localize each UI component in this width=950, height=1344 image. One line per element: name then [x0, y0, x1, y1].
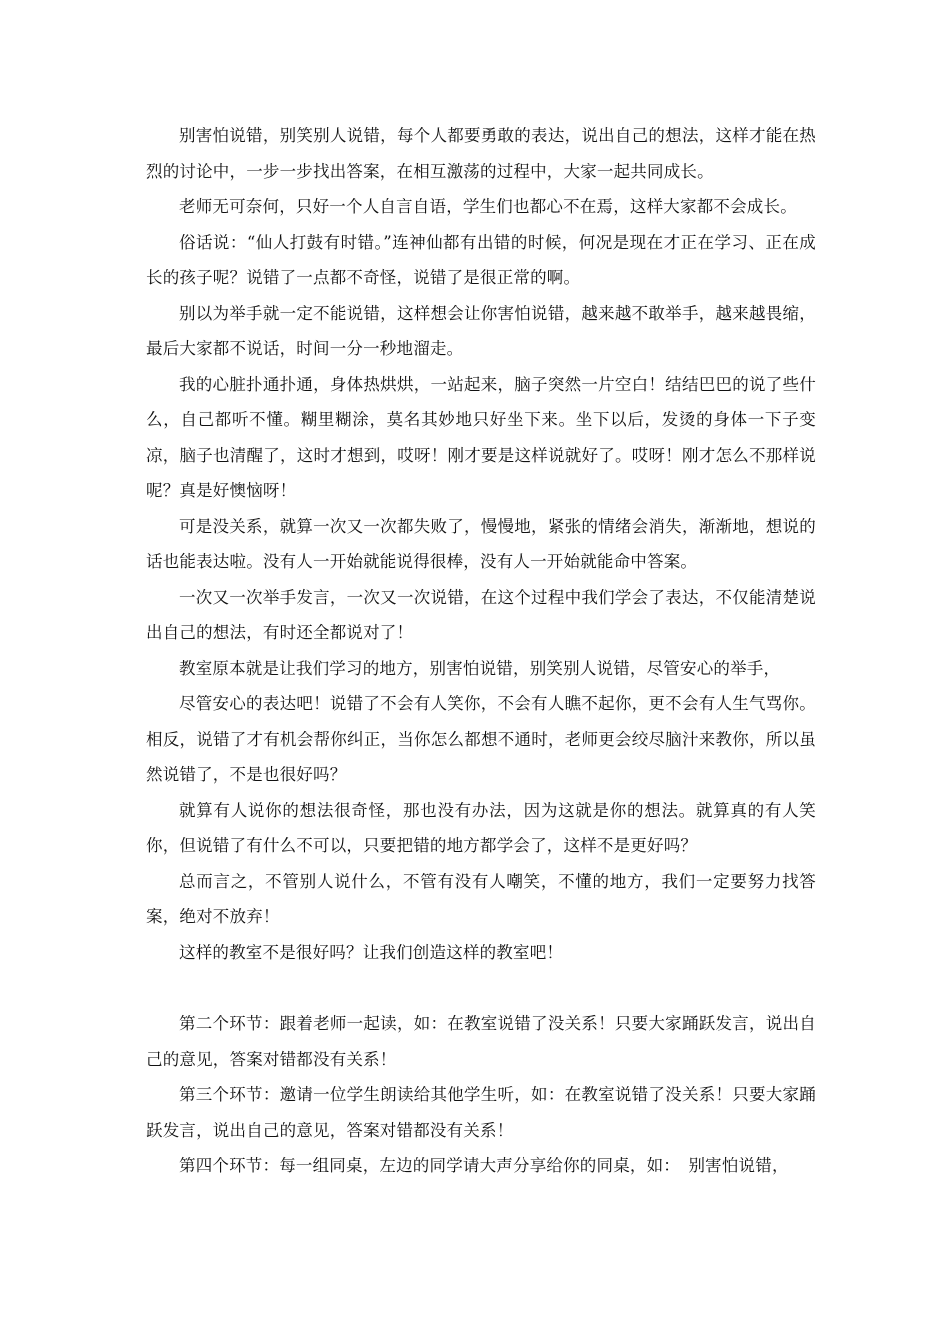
paragraph-1: 别害怕说错，别笑别人说错，每个人都要勇敢的表达，说出自己的想法，这样才能在热烈的讨论中，一步一步找出答案，在相互激荡的过程中，大家一起共同成长。: [146, 126, 816, 181]
paragraph-6: 可是没关系，就算一次又一次都失败了，慢慢地，紧张的情绪会消失，渐渐地，想说的话也能表达啦。没有人一开始就能说得很棒，没有人一开始就能命中答案。: [146, 516, 816, 571]
paragraph-4: 别以为举手就一定不能说错，这样想会让你害怕说错，越来越不敢举手，越来越畏缩，最后大家都不说话，时间一分一秒地溜走。: [146, 303, 816, 358]
document-body: [146, 118, 816, 1184]
paragraph-11: 总而言之，不管别人说什么，不管有没有人嘲笑，不懂的地方，我们一定要努力找答案，绝对不放弃！: [146, 871, 816, 926]
paragraph-3: 俗话说：“仙人打鼓有时错。”连神仙都有出错的时候，何况是现在才正在学习、正在成长的孩子呢？说错了一点都不奇怪，说错了是很正常的啊。: [146, 232, 816, 287]
paragraph-10: 就算有人说你的想法很奇怪，那也没有办法，因为这就是你的想法。就算真的有人笑你，但说错了有什么不可以，只要把错的地方都学会了，这样不是更好吗？: [146, 800, 816, 855]
paragraph-8: 教室原本就是让我们学习的地方，别害怕说错，别笑别人说错，尽管安心的举手，: [179, 658, 781, 678]
paragraph-5: 我的心脏扑通扑通，身体热烘烘，一站起来，脑子突然一片空白！结结巴巴的说了些什么，自己都听不懂。糊里糊涂，莫名其妙地只好坐下来。坐下以后，发烫的身体一下子变凉，脑子也清醒了，这时才想到，哎呀！刚才要是这样说就好了。哎呀！刚才怎么不那样说呢？真是好懊恼呀！: [146, 374, 816, 500]
paragraph-2: 老师无可奈何，只好一个人自言自语，学生们也都心不在焉，这样大家都不会成长。: [179, 197, 797, 216]
section-step-3: 第三个环节：邀请一位学生朗读给其他学生听，如：在教室说错了没关系！只要大家踊跃发言，说出自己的意见，答案对错都没有关系！: [146, 1085, 816, 1140]
section-gap: [146, 970, 816, 1006]
paragraph-9: 尽管安心的表达吧！说错了不会有人笑你，不会有人瞧不起你，更不会有人生气骂你。相反，说错了才有机会帮你纠正，当你怎么都想不通时，老师更会绞尽脑汁来教你，所以虽然说错了，不是也很好吗？: [146, 694, 816, 784]
section-step-4: 第四个环节：每一组同桌，左边的同学请大声分享给你的同桌，如： 别害怕说错，: [179, 1156, 789, 1175]
section-step-2: 第二个环节：跟着老师一起读，如：在教室说错了没关系！只要大家踊跃发言，说出自己的意见，答案对错都没有关系！: [146, 1014, 816, 1069]
paragraph-12: 这样的教室不是很好吗？让我们创造这样的教室吧！: [179, 942, 564, 962]
paragraph-7: 一次又一次举手发言，一次又一次说错，在这个过程中我们学会了表达，不仅能清楚说出自己的想法，有时还全都说对了！: [146, 587, 816, 642]
